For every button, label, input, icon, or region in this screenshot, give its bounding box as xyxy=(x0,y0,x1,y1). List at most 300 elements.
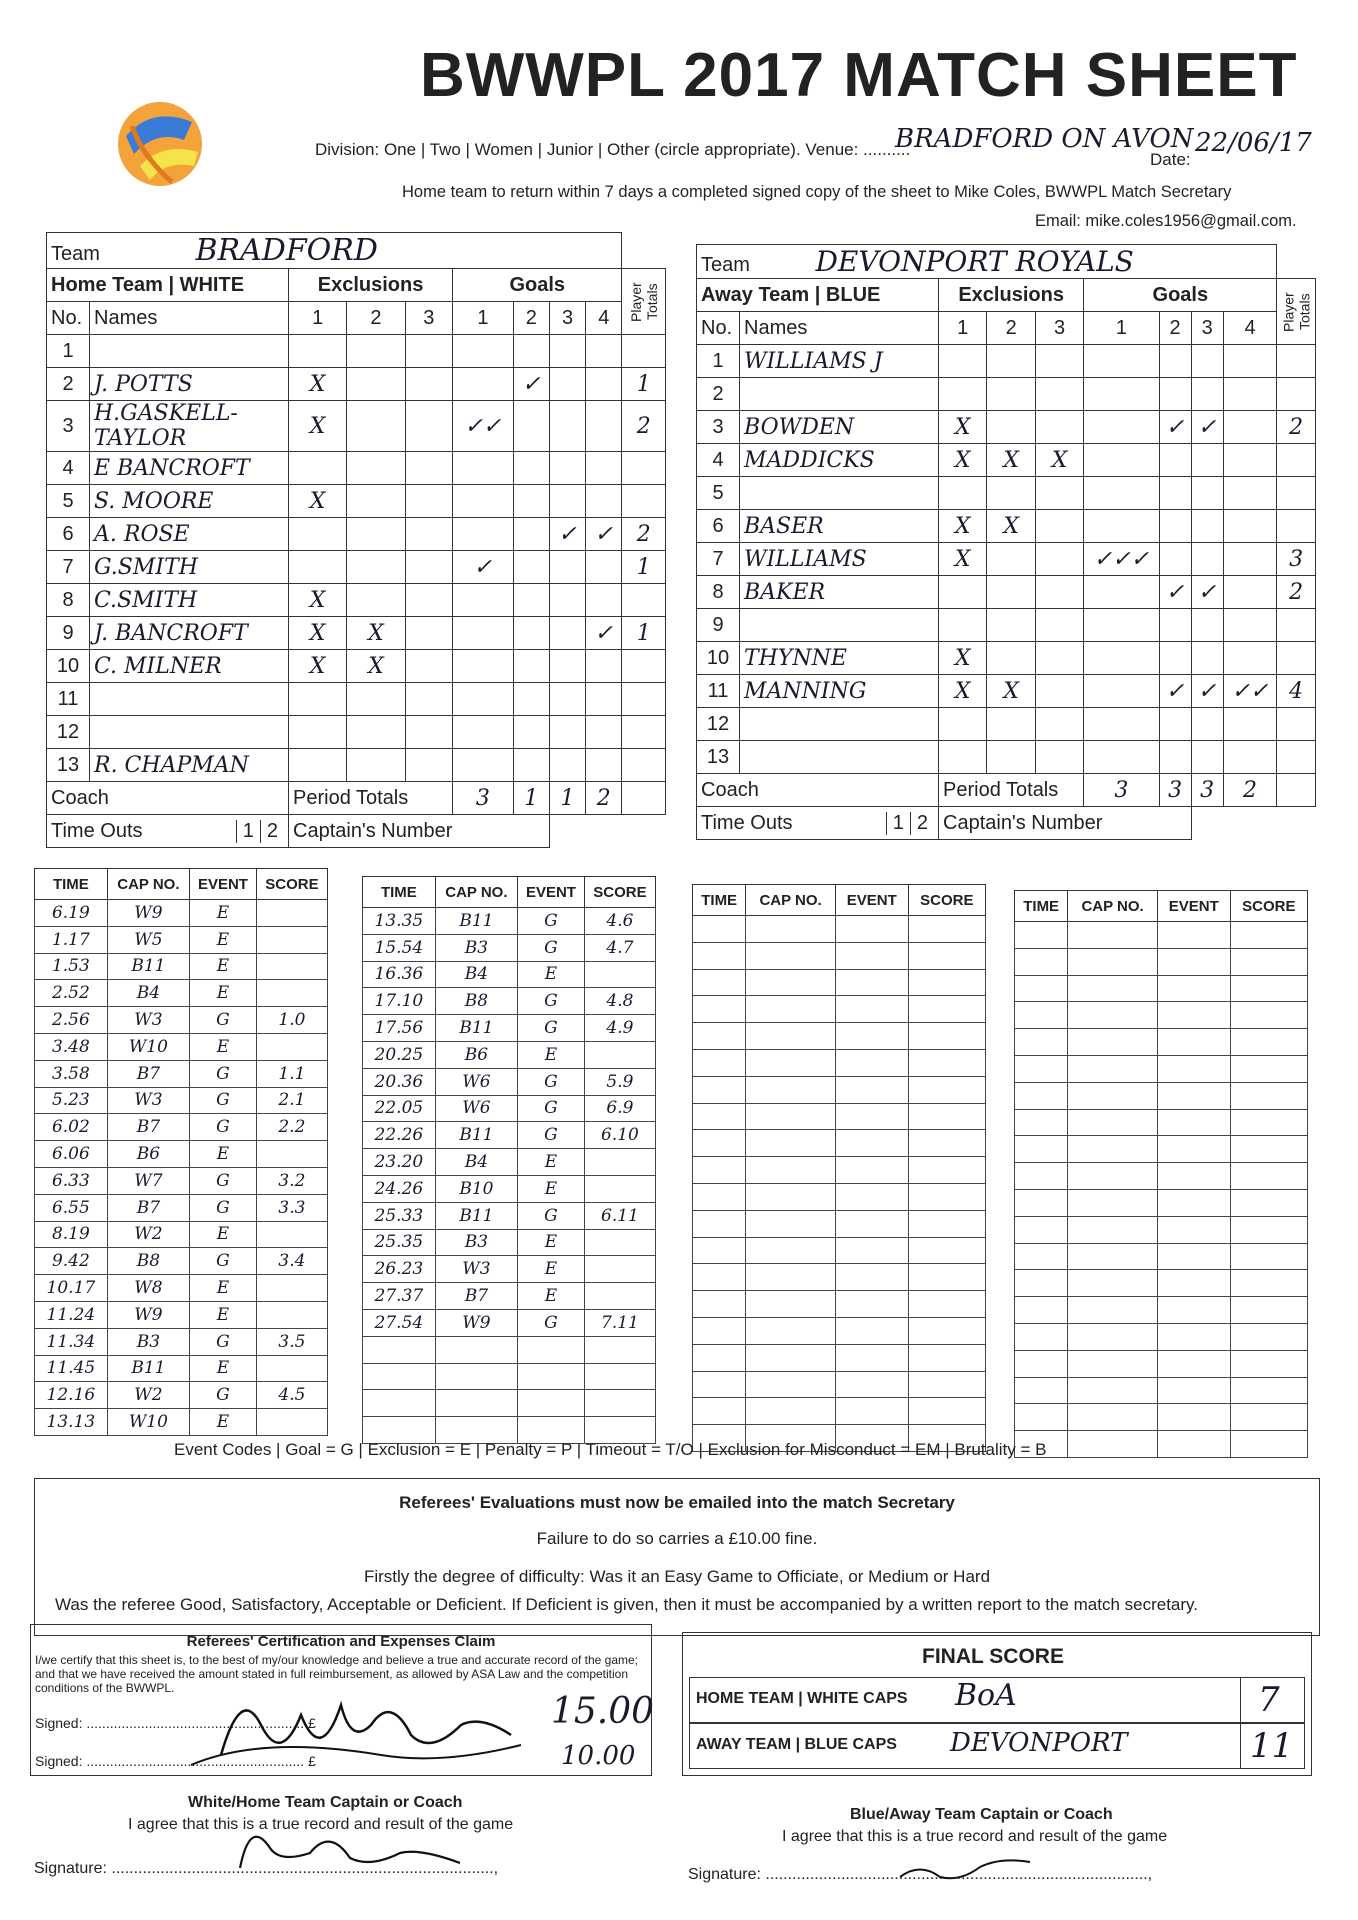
running-score: 4.6 xyxy=(584,908,655,935)
running-score: 3.3 xyxy=(256,1194,327,1221)
cap-number: B11 xyxy=(107,953,189,980)
exclusion-mark xyxy=(405,683,453,716)
exclusion-mark: X xyxy=(289,584,347,617)
goal-mark xyxy=(1084,708,1159,741)
player-number: 2 xyxy=(697,378,740,411)
event-row xyxy=(1015,1029,1308,1056)
goal-mark xyxy=(1223,576,1277,609)
expense-amount-2: 10.00 xyxy=(561,1741,636,1771)
cap-no-header: CAP NO. xyxy=(746,885,836,916)
running-score xyxy=(1230,975,1307,1002)
cap-number xyxy=(746,1344,836,1371)
event-code xyxy=(835,1210,908,1237)
player-number: 12 xyxy=(697,708,740,741)
cap-number xyxy=(1068,1431,1158,1458)
away-final-score: 11 xyxy=(1250,1726,1294,1766)
player-row xyxy=(47,683,666,716)
goal-mark xyxy=(549,401,585,452)
cap-number xyxy=(746,942,836,969)
event-time: 11.24 xyxy=(35,1301,108,1328)
cap-number xyxy=(1068,922,1158,949)
exclusion-mark xyxy=(987,741,1035,774)
exclusion-mark: X xyxy=(939,411,987,444)
cap-number xyxy=(1068,1216,1158,1243)
event-row xyxy=(693,1103,986,1130)
running-score: 6.10 xyxy=(584,1122,655,1149)
goal-mark xyxy=(1191,345,1223,378)
event-row xyxy=(693,1023,986,1050)
event-row xyxy=(1015,1270,1308,1297)
cap-number xyxy=(746,916,836,943)
goal-mark xyxy=(1159,708,1191,741)
cap-number: W8 xyxy=(107,1275,189,1302)
goal-mark xyxy=(586,401,622,452)
player-number: 7 xyxy=(47,551,90,584)
cap-number xyxy=(1068,1163,1158,1190)
event-time: 11.45 xyxy=(35,1355,108,1382)
event-row xyxy=(35,1060,328,1087)
running-score xyxy=(1230,1189,1307,1216)
event-row xyxy=(363,1068,656,1095)
player-name: E BANCROFT xyxy=(90,452,289,485)
cap-number: W5 xyxy=(107,926,189,953)
referee-certification-box xyxy=(30,1624,655,1776)
event-time: 26.23 xyxy=(363,1256,436,1283)
player-total: 1 xyxy=(622,617,666,650)
goal-mark xyxy=(1191,543,1223,576)
event-time: 6.19 xyxy=(35,900,108,927)
captain-number-label: Captain's Number xyxy=(939,807,1192,840)
goal-mark xyxy=(1084,378,1159,411)
col-number: 1 xyxy=(1084,312,1159,345)
player-number: 1 xyxy=(47,335,90,368)
exclusion-mark: X xyxy=(289,650,347,683)
player-name: J. BANCROFT xyxy=(90,617,289,650)
timeout-1: 1 xyxy=(886,812,910,835)
event-time xyxy=(1015,1109,1068,1136)
home-signature-line[interactable]: Signature: ......................................................................................, xyxy=(34,1860,499,1877)
player-row xyxy=(47,584,666,617)
final-home-row xyxy=(689,1677,1305,1723)
period-total: 1 xyxy=(513,782,549,815)
player-total xyxy=(622,452,666,485)
event-time: 3.58 xyxy=(35,1060,108,1087)
cap-number xyxy=(1068,1297,1158,1324)
player-number: 10 xyxy=(697,642,740,675)
cap-number: B3 xyxy=(435,934,517,961)
event-code xyxy=(835,916,908,943)
event-code xyxy=(835,1103,908,1130)
expense-amount-1: 15.00 xyxy=(551,1691,655,1732)
exclusion-mark xyxy=(347,584,405,617)
running-score: 4.9 xyxy=(584,1015,655,1042)
event-code xyxy=(1157,922,1230,949)
cap-number xyxy=(1068,1270,1158,1297)
goal-mark xyxy=(1084,345,1159,378)
event-row xyxy=(35,1221,328,1248)
player-number: 7 xyxy=(697,543,740,576)
referee-evaluation-box xyxy=(34,1478,1320,1636)
event-time xyxy=(693,1076,746,1103)
home-captain-agree: I agree that this is a true record and result of the game xyxy=(128,1816,514,1833)
goal-mark xyxy=(1191,444,1223,477)
exclusion-mark: X xyxy=(987,510,1035,543)
player-total xyxy=(622,683,666,716)
player-name: C. MILNER xyxy=(90,650,289,683)
event-row xyxy=(1015,1109,1308,1136)
running-score xyxy=(908,996,985,1023)
exclusion-mark: X xyxy=(347,650,405,683)
exclusion-mark xyxy=(289,335,347,368)
event-row xyxy=(363,1256,656,1283)
time-header: TIME xyxy=(1015,891,1068,922)
exclusions-header: Exclusions xyxy=(289,269,453,302)
event-row xyxy=(1015,1377,1308,1404)
exclusion-mark xyxy=(289,683,347,716)
goal-mark xyxy=(1223,477,1277,510)
event-time xyxy=(363,1363,436,1390)
cap-number: B11 xyxy=(435,908,517,935)
cap-number: B3 xyxy=(435,1229,517,1256)
event-row xyxy=(363,1229,656,1256)
goal-mark xyxy=(549,584,585,617)
player-name xyxy=(740,609,939,642)
exclusion-mark xyxy=(405,368,453,401)
cap-number xyxy=(1068,975,1158,1002)
player-number: 5 xyxy=(47,485,90,518)
names-header: Names xyxy=(740,312,939,345)
event-code: E xyxy=(190,1141,257,1168)
running-score: 6.11 xyxy=(584,1202,655,1229)
player-total xyxy=(1277,741,1316,774)
exclusion-mark xyxy=(987,543,1035,576)
cap-number: B3 xyxy=(107,1328,189,1355)
goal-mark xyxy=(453,518,514,551)
event-code: G xyxy=(518,988,585,1015)
player-number: 9 xyxy=(47,617,90,650)
event-time: 13.13 xyxy=(35,1409,108,1436)
event-row xyxy=(1015,922,1308,949)
running-score xyxy=(908,1237,985,1264)
cap-number xyxy=(746,1023,836,1050)
goal-mark xyxy=(513,716,549,749)
exclusion-mark: X xyxy=(347,617,405,650)
event-row xyxy=(1015,975,1308,1002)
cap-number: W6 xyxy=(435,1068,517,1095)
cap-number: B4 xyxy=(107,980,189,1007)
event-time xyxy=(693,1183,746,1210)
player-number: 10 xyxy=(47,650,90,683)
exclusion-mark xyxy=(405,518,453,551)
event-row xyxy=(35,1248,328,1275)
goal-mark xyxy=(513,551,549,584)
away-captain-signature xyxy=(890,1842,1050,1892)
goal-mark xyxy=(586,368,622,401)
event-log-2 xyxy=(362,876,656,1444)
exclusion-mark xyxy=(1035,477,1083,510)
running-score xyxy=(1230,948,1307,975)
player-total xyxy=(622,749,666,782)
water-polo-ball-logo xyxy=(112,96,208,192)
event-time: 12.16 xyxy=(35,1382,108,1409)
goal-mark xyxy=(586,683,622,716)
goal-mark xyxy=(586,749,622,782)
running-score xyxy=(1230,1082,1307,1109)
event-time xyxy=(693,1398,746,1425)
event-code xyxy=(1157,1002,1230,1029)
goal-mark xyxy=(586,584,622,617)
event-log-3 xyxy=(692,884,986,1452)
event-header: EVENT xyxy=(835,885,908,916)
event-code xyxy=(1157,1377,1230,1404)
event-code: G xyxy=(518,1309,585,1336)
exclusion-mark xyxy=(987,345,1035,378)
event-code: E xyxy=(518,1041,585,1068)
event-row xyxy=(363,908,656,935)
away-signature-line[interactable]: Signature: ......................................................................................, xyxy=(688,1866,1153,1883)
goal-mark xyxy=(1223,609,1277,642)
event-code xyxy=(835,1237,908,1264)
player-number: 13 xyxy=(697,741,740,774)
goal-mark xyxy=(549,368,585,401)
event-header: EVENT xyxy=(1157,891,1230,922)
goal-mark xyxy=(1084,675,1159,708)
event-time xyxy=(1015,1350,1068,1377)
goals-header: Goals xyxy=(1084,279,1277,312)
cap-number: B11 xyxy=(435,1122,517,1149)
goal-mark xyxy=(513,749,549,782)
running-score xyxy=(1230,1323,1307,1350)
exclusion-mark xyxy=(347,335,405,368)
running-score xyxy=(908,969,985,996)
score-divider xyxy=(1240,1678,1241,1722)
goal-mark xyxy=(1223,543,1277,576)
event-time: 22.05 xyxy=(363,1095,436,1122)
signed-line-1[interactable]: Signed: ........................................................ £ xyxy=(35,1715,316,1731)
goal-mark: ✓ xyxy=(549,518,585,551)
exclusion-mark xyxy=(289,518,347,551)
empty-cell xyxy=(1277,774,1316,807)
goal-mark xyxy=(513,485,549,518)
event-row xyxy=(693,1264,986,1291)
exclusion-mark: X xyxy=(289,485,347,518)
running-score xyxy=(908,1210,985,1237)
event-code: G xyxy=(518,1068,585,1095)
goal-mark xyxy=(586,650,622,683)
cap-number: B7 xyxy=(107,1060,189,1087)
exclusion-mark: X xyxy=(939,510,987,543)
running-score xyxy=(908,942,985,969)
cap-number: B6 xyxy=(435,1041,517,1068)
exclusion-mark xyxy=(347,452,405,485)
event-time xyxy=(693,1237,746,1264)
date-label: Date: xyxy=(1150,150,1191,169)
event-code xyxy=(1157,1270,1230,1297)
player-totals-header: Player Totals xyxy=(622,269,666,335)
goal-mark xyxy=(1223,708,1277,741)
exclusion-mark: X xyxy=(289,617,347,650)
no-header: No. xyxy=(47,302,90,335)
cap-number xyxy=(746,1130,836,1157)
event-code xyxy=(1157,975,1230,1002)
player-number: 13 xyxy=(47,749,90,782)
goal-mark xyxy=(1223,444,1277,477)
exclusion-mark: X xyxy=(939,543,987,576)
player-total: 2 xyxy=(622,518,666,551)
running-score xyxy=(1230,1055,1307,1082)
cap-number xyxy=(746,1103,836,1130)
event-row xyxy=(35,953,328,980)
event-row xyxy=(693,1344,986,1371)
goal-mark xyxy=(549,485,585,518)
cap-number xyxy=(1068,1189,1158,1216)
event-code: G xyxy=(190,1007,257,1034)
event-codes-legend: Event Codes | Goal = G | Exclusion = E | Penalty = P | Timeout = T/O | Exclusion for Misconduct = EM | Brutality = B xyxy=(174,1440,1047,1459)
goal-mark xyxy=(1159,444,1191,477)
col-number: 3 xyxy=(405,302,453,335)
goal-mark xyxy=(586,452,622,485)
timeouts-label: Time Outs xyxy=(51,819,143,842)
event-time: 17.56 xyxy=(363,1015,436,1042)
event-code: E xyxy=(190,980,257,1007)
goal-mark xyxy=(1191,708,1223,741)
period-total: 2 xyxy=(586,782,622,815)
goal-mark xyxy=(1084,642,1159,675)
event-time xyxy=(693,1130,746,1157)
event-row xyxy=(363,1283,656,1310)
timeout-1: 1 xyxy=(236,820,260,843)
cap-number xyxy=(746,1076,836,1103)
exclusion-mark xyxy=(1035,609,1083,642)
running-score xyxy=(584,1256,655,1283)
event-time xyxy=(1015,1404,1068,1431)
event-time xyxy=(693,996,746,1023)
event-row xyxy=(693,1049,986,1076)
home-team-name-row xyxy=(47,233,622,269)
no-header: No. xyxy=(697,312,740,345)
event-row xyxy=(693,1076,986,1103)
event-row xyxy=(1015,1136,1308,1163)
event-code xyxy=(518,1363,585,1390)
event-time: 27.54 xyxy=(363,1309,436,1336)
home-final-name: BoA xyxy=(955,1678,1017,1713)
goal-mark xyxy=(453,650,514,683)
event-row xyxy=(363,1095,656,1122)
running-score xyxy=(908,916,985,943)
player-number: 8 xyxy=(697,576,740,609)
goal-mark xyxy=(513,650,549,683)
event-time xyxy=(1015,1297,1068,1324)
event-time: 24.26 xyxy=(363,1175,436,1202)
event-time xyxy=(1015,1136,1068,1163)
event-row xyxy=(1015,1189,1308,1216)
player-name: A. ROSE xyxy=(90,518,289,551)
goal-mark xyxy=(1191,642,1223,675)
cap-no-header: CAP NO. xyxy=(107,869,189,900)
col-number: 2 xyxy=(1159,312,1191,345)
running-score xyxy=(584,1229,655,1256)
event-row xyxy=(1015,948,1308,975)
running-score xyxy=(908,1344,985,1371)
coach-label: Coach xyxy=(697,774,939,807)
difficulty-question: Firstly the degree of difficulty: Was it an Easy Game to Officiate, or Medium or Hard xyxy=(363,1567,991,1586)
exclusion-mark xyxy=(1035,411,1083,444)
cap-number xyxy=(1068,1136,1158,1163)
running-score xyxy=(1230,1216,1307,1243)
goal-mark xyxy=(453,584,514,617)
exclusion-mark xyxy=(347,485,405,518)
cap-number xyxy=(746,1317,836,1344)
player-row xyxy=(47,617,666,650)
event-header: EVENT xyxy=(518,877,585,908)
player-total xyxy=(622,584,666,617)
col-number: 2 xyxy=(987,312,1035,345)
period-total: 3 xyxy=(1191,774,1223,807)
goal-mark xyxy=(549,749,585,782)
event-time xyxy=(1015,1002,1068,1029)
exclusion-mark xyxy=(347,551,405,584)
goal-mark xyxy=(1159,609,1191,642)
running-score xyxy=(908,1130,985,1157)
goal-mark xyxy=(513,452,549,485)
goal-mark xyxy=(513,518,549,551)
event-time xyxy=(693,1371,746,1398)
event-row xyxy=(35,1355,328,1382)
period-total: 3 xyxy=(453,782,514,815)
team-label: Team xyxy=(701,254,750,276)
cap-number xyxy=(1068,1082,1158,1109)
player-row xyxy=(697,444,1316,477)
cap-number xyxy=(746,1210,836,1237)
event-code xyxy=(835,1076,908,1103)
player-total xyxy=(1277,477,1316,510)
goal-mark xyxy=(453,368,514,401)
event-time xyxy=(1015,948,1068,975)
exclusion-mark xyxy=(347,401,405,452)
final-score-title: FINAL SCORE xyxy=(922,1645,1064,1668)
event-time xyxy=(693,1103,746,1130)
event-row xyxy=(693,1398,986,1425)
event-code: G xyxy=(190,1060,257,1087)
goal-mark xyxy=(1191,477,1223,510)
player-total xyxy=(1277,510,1316,543)
player-number: 8 xyxy=(47,584,90,617)
player-total xyxy=(1277,444,1316,477)
event-row xyxy=(363,1149,656,1176)
player-row xyxy=(697,708,1316,741)
away-side-label: Away Team | BLUE xyxy=(697,279,939,312)
event-time xyxy=(1015,922,1068,949)
home-team-name: BRADFORD xyxy=(195,233,378,268)
running-score xyxy=(256,1141,327,1168)
running-score xyxy=(1230,1002,1307,1029)
event-row xyxy=(363,1363,656,1390)
running-score xyxy=(256,1033,327,1060)
player-total: 2 xyxy=(1277,576,1316,609)
goal-mark: ✓ xyxy=(453,551,514,584)
running-score xyxy=(1230,922,1307,949)
event-time: 15.54 xyxy=(363,934,436,961)
player-name: C.SMITH xyxy=(90,584,289,617)
home-team-table xyxy=(46,232,666,848)
event-code xyxy=(1157,948,1230,975)
running-score xyxy=(1230,1404,1307,1431)
away-captain-agree: I agree that this is a true record and result of the game xyxy=(782,1828,1168,1845)
signed-line-2[interactable]: Signed: ........................................................ £ xyxy=(35,1753,316,1769)
event-time: 5.23 xyxy=(35,1087,108,1114)
event-code xyxy=(1157,1082,1230,1109)
event-time: 16.36 xyxy=(363,961,436,988)
